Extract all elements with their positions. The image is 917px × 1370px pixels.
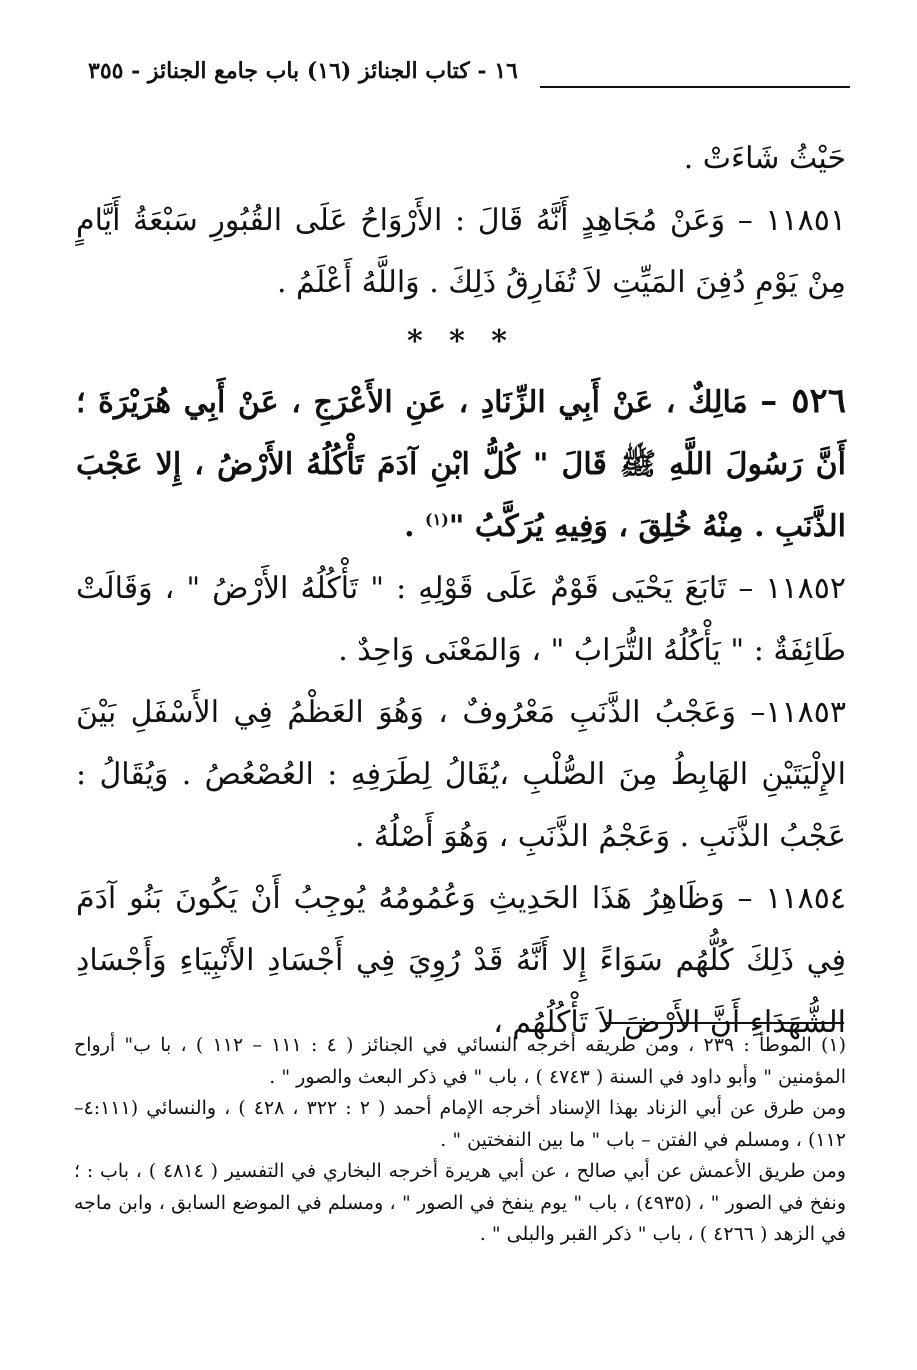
paragraph-11852: ١١٨٥٢ – تَابَعَ يَحْيَى قَوْمٌ عَلَى قَوْلِهِ : " تَأْكُلُهُ الأَرْضُ " ، وَقَالَتْ طَائِفَةٌ : " يَأْكُلُهُ التُّرَابُ " ، وَالمَعْنَى وَاحِدٌ . — [76, 571, 846, 668]
footnote-rule — [604, 1022, 844, 1024]
main-text — [76, 128, 846, 1054]
footnote-2: ومن طرق عن أبي الزناد بهذا الإسناد أخرجه الإمام أحمد ( ٢ : ٣٢٢ ، ٤٢٨ ) ، والنسائي (٤:١١١– ١١٢) ، ومسلم في الفتن – باب " ما بين النفختين " . — [74, 1097, 847, 1151]
hadith-526 — [76, 370, 846, 558]
paragraph-11851: ١١٨٥١ – وَعَنْ مُجَاهِدٍ أَنَّهُ قَالَ : الأَرْوَاحُ عَلَى القُبُورِ سَبْعَةُ أَيَّامٍ مِنْ يَوْمِ دُفِنَ المَيِّتِ لاَ تُفَارِقُ ذَلِكَ . وَاللَّهُ أَعْلَمُ . — [76, 203, 846, 300]
footnote-3: ومن طريق الأعمش عن أبي صالح ، عن أبي هريرة أخرجه البخاري في التفسير ( ٤٨١٤ ) ، باب : ؛ ونفخ في الصور " ، (٤٩٣٥) ، باب " يوم ينفخ في الصور " ، ومسلم في الموضع السابق ، وابن ماجه في الزهد ( ٤٢٦٦ ) ، باب " ذكر القبر والبلى " . — [74, 1160, 846, 1245]
paragraph-11853: ١١٨٥٣– وَعَجْبُ الذَّنَبِ مَعْرُوفٌ ، وَهُوَ العَظْمُ فِي الأَسْفَلِ بَيْنَ الإِلْيَتَيْنِ الهَابِطُ مِنَ الصُّلْبِ ،يُقَالُ لِطَرَفِهِ : العُصْعُصُ . وَيُقَالُ : عَجْبُ الذَّنَبِ . وَعَجْمُ الذَّنَبِ ، وَهُوَ أَصْلُهُ . — [76, 695, 846, 854]
footnotes — [74, 1030, 846, 1251]
paragraph-11854: ١١٨٥٤ – وَظَاهِرُ هَذَا الحَدِيثِ وَعُمُومُهُ يُوجِبُ أَنْ يَكُونَ بَنُو آدَمَ فِي ذَلِكَ كُلُّهُم سَوَاءً إِلا أَنَّهُ قَدْ رُوِيَ فِي أَجْسَادِ الأَنْبِيَاءِ وَأَجْسَادِ الشُّهَدَاءِ أَنَّ الأَرْضَ لاَ تَأْكُلُهُم ، — [76, 881, 846, 1040]
running-header — [80, 52, 850, 92]
hadith-text: مَالِكٌ ، عَنْ أَبِي الزِّنَادِ ، عَنِ الأَعْرَجِ ، عَنْ أَبِي هُرَيْرَةَ ؛ أَنَّ رَسُولَ اللَّهِ ﷺ قَالَ " كُلُّ ابْنِ آدَمَ تَأْكُلُهُ الأَرْضُ ، إِلا عَجْبَ الذَّنَبِ . مِنْهُ خُلِقَ ، وَفِيهِ يُرَكَّبُ " — [76, 385, 846, 544]
hadith-end: . — [404, 509, 426, 544]
header-rule — [540, 86, 850, 88]
section-separator: * * * — [407, 324, 515, 359]
footnote-1: (١) الموطأ : ٢٣٩ ، ومن طريقه أخرجه النسائي في الجنائز ( ٤ : ١١١ – ١١٢ ) ، با ب" أرواح المؤمنين " وأبو داود في السنة ( ٤٧٤٣ ) ، باب " في ذكر البعث والصور " . — [74, 1034, 847, 1088]
paragraph-continuation: حَيْثُ شَاءَتْ . — [683, 141, 846, 176]
hadith-number: ٥٢٦ – — [760, 381, 847, 421]
footnote-reference: (١) — [425, 510, 449, 529]
header-title: ١٦ - كتاب الجنائز (١٦) باب جامع الجنائز - ٣٥٥ — [88, 58, 518, 84]
